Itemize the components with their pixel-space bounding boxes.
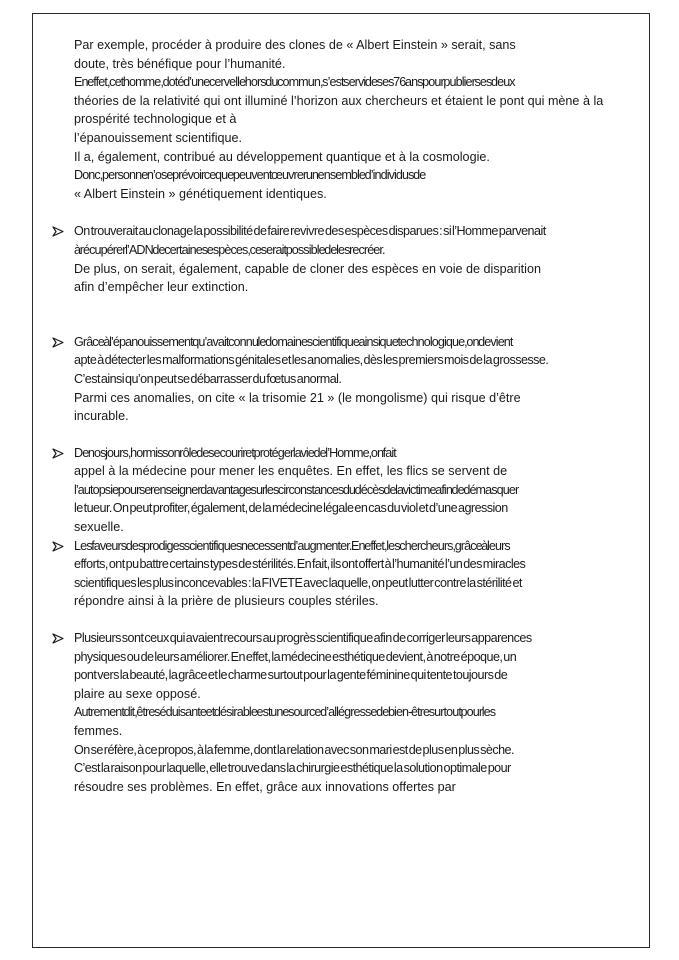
text-line: appel à la médecine pour mener les enquêtes. En effet, les flics se servent de bbox=[74, 464, 508, 479]
text-line: le tueur. On peut profiter, également, de la médecine légale en cas du viol et d’une agression bbox=[74, 501, 508, 516]
text-line: De plus, on serait, également, capable de cloner des espèces en voie de disparition bbox=[74, 261, 541, 276]
text-line: résoudre ses problèmes. En effet, grâce aux innovations offertes par bbox=[74, 779, 456, 794]
text-line: afin d’empêcher leur extinction. bbox=[74, 280, 249, 295]
text-line: On se réfère, à ce propos, à la femme, dont la relation avec son mari est de plus en plus sèche. bbox=[74, 742, 514, 757]
text-line: C’est ainsi qu’on peut se débarrasser du fœtus anormal. bbox=[74, 371, 342, 386]
text-line: l’autopsie pour se renseigner davantage sur les circonstances du décès de la victime afin de démasquer bbox=[74, 482, 519, 497]
text-line: Plusieurs sont ceux qui avaient recours au progrès scientifique afin de corriger leurs apparences bbox=[74, 631, 532, 646]
text-line: Grâce à l’épanouissement qu’avait connu le domaine scientifique ainsi que technologique, on devient bbox=[74, 334, 513, 349]
arrow-bullet-icon bbox=[52, 333, 66, 351]
text-line: « Albert Einstein » génétiquement identiques. bbox=[74, 186, 327, 201]
arrow-bullet-icon bbox=[52, 537, 66, 555]
text-line: scientifiques les plus inconcevables : la FIVETE avec laquelle, on peut lutter contre la stérilité et bbox=[74, 575, 522, 590]
text-line: pont vers la beauté, la grâce et le charme surtout pour la gente féminine qui tente toujours de bbox=[74, 668, 508, 683]
text-line: prospérité technologique et à bbox=[74, 112, 237, 127]
text-line: Par exemple, procéder à produire des clones de « Albert Einstein » serait, sans bbox=[74, 38, 516, 52]
text-line: Il a, également, contribué au développement quantique et à la cosmologie. bbox=[74, 149, 490, 164]
text-line: apte à détecter les malformations génitales et les anomalies, dès les premiers mois de la grossesse. bbox=[74, 353, 549, 368]
document-body bbox=[44, 36, 634, 796]
bullet-item-malformations bbox=[44, 333, 634, 426]
text-line: femmes. bbox=[74, 724, 123, 738]
bullet-item-medecine-legale bbox=[44, 444, 634, 537]
text-line: Donc, personne n’ose prévoir ce que peuvent œuvrer un ensemble d’individus de bbox=[74, 168, 426, 183]
text-line: doute, très bénéfique pour l’humanité. bbox=[74, 56, 286, 71]
text-line: physiques ou de leurs améliorer. En effet, la médecine esthétique devient, à notre époque, un bbox=[74, 649, 517, 664]
text-line: incurable. bbox=[74, 409, 129, 424]
text-line: Les faveurs des prodiges scientifiques ne cessent d’augmenter. En effet, les chercheurs, grâce à leurs bbox=[74, 538, 510, 553]
text-line: efforts, ont pu battre certains types de stérilités. En fait, ils ont offert à l’humanité l’un des miracles bbox=[74, 557, 526, 572]
intro-paragraph bbox=[44, 36, 634, 203]
text-line: répondre ainsi à la prière de plusieurs couples stériles. bbox=[74, 594, 379, 609]
arrow-bullet-icon bbox=[52, 444, 66, 462]
text-line: De nos jours, hormis son rôle de secourir et protéger la vie de l’Homme, on fait bbox=[74, 445, 396, 460]
text-line: sexuelle. bbox=[74, 520, 124, 535]
text-line: à récupérer l’ADN de certaines espèces, ce serait possible de les recréer. bbox=[74, 242, 385, 257]
text-line: théories de la relativité qui ont illuminé l’horizon aux chercheurs et étaient le pont qui mène à la bbox=[74, 93, 604, 108]
text-line: Autrement dit, être séduisante et désirable est une source d’allégresse de bien- être surtout pour les bbox=[74, 705, 496, 720]
text-line: En effet, cet homme, doté d’une cervelle hors du commun, s’est servi de ses 76 ans pour publier ses deux bbox=[74, 75, 515, 90]
bullet-item-fivete bbox=[44, 537, 634, 611]
text-line: Parmi ces anomalies, on cite « la trisomie 21 » (le mongolisme) qui risque d’être bbox=[74, 390, 521, 405]
text-line: l’épanouissement scientifique. bbox=[74, 130, 243, 145]
arrow-bullet-icon bbox=[52, 222, 66, 240]
bullet-item-esthetique bbox=[44, 629, 634, 796]
arrow-bullet-icon bbox=[52, 629, 66, 647]
text-line: plaire au sexe opposé. bbox=[74, 686, 201, 701]
text-line: On trouverait au clonage la possibilité de faire revivre des espèces disparues : si l’Homme parvenait bbox=[74, 224, 546, 239]
text-line: C’est la raison pour laquelle, elle trouve dans la chirurgie esthétique la solution optimale pour bbox=[74, 761, 511, 776]
bullet-item-clonage bbox=[44, 222, 634, 296]
